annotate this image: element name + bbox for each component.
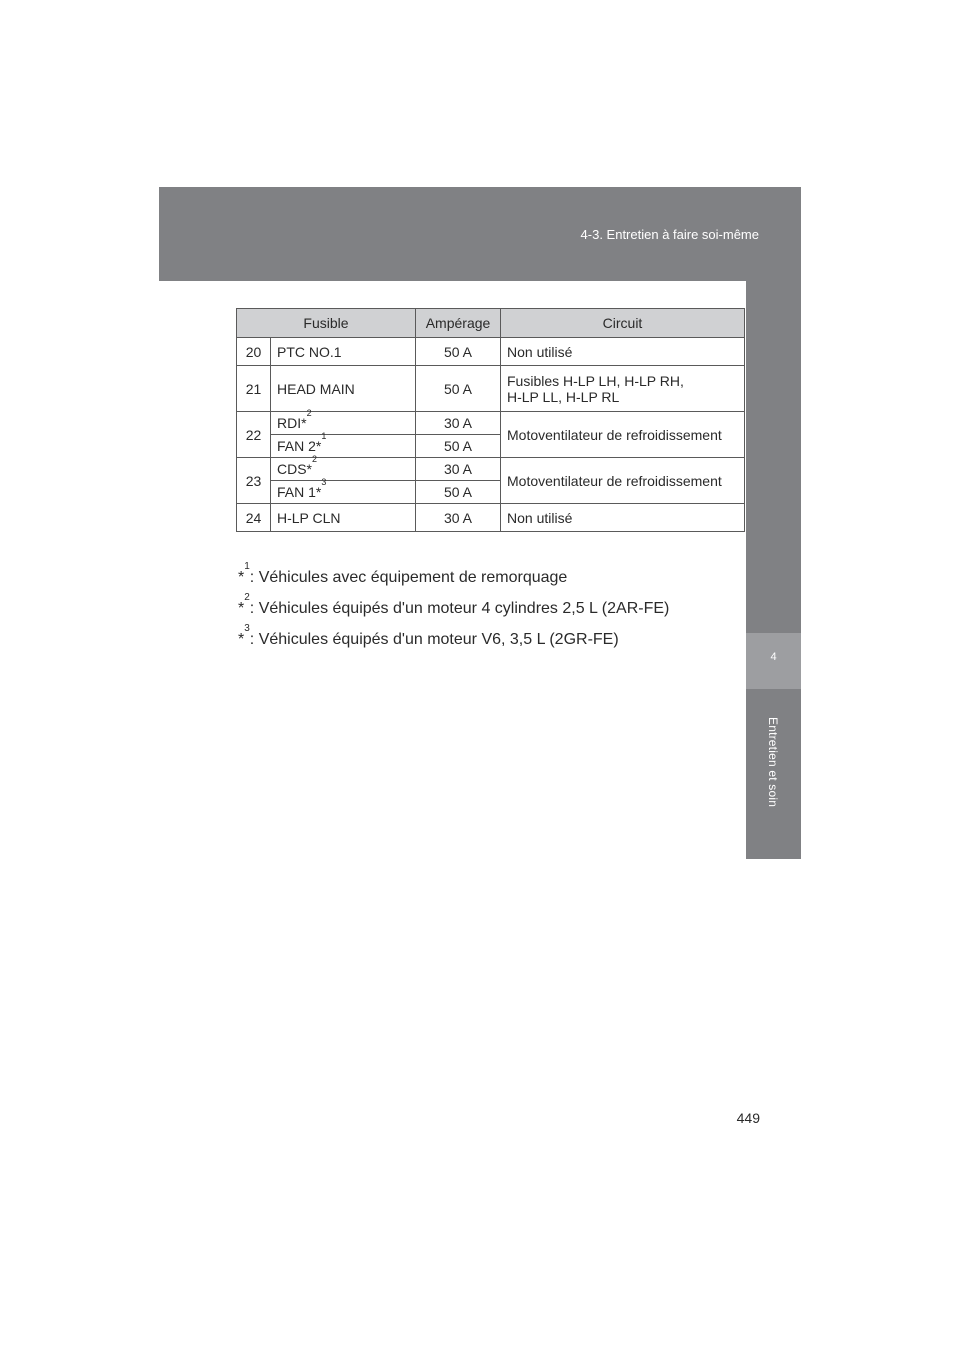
fuse-name: PTC NO.1 xyxy=(271,338,416,366)
header-circuit: Circuit xyxy=(501,309,745,338)
fuse-circuit: Motoventilateur de refroidissement xyxy=(501,412,745,458)
chapter-label: Entretien et soin xyxy=(766,717,780,808)
fuse-amperage: 50 A xyxy=(416,481,501,504)
fuse-label: RDI* xyxy=(277,415,307,431)
footnote-number: 1 xyxy=(244,561,250,572)
footnote-number: 2 xyxy=(244,592,250,603)
fuse-amperage: 50 A xyxy=(416,435,501,458)
fuse-number: 21 xyxy=(237,366,271,412)
footnote-text: : Véhicules équipés d'un moteur 4 cylindres 2,5 L (2AR-FE) xyxy=(249,600,670,617)
page-number: 449 xyxy=(736,1110,760,1126)
circuit-line: Fusibles H-LP LH, H-LP RH, xyxy=(507,372,684,389)
fuse-name: H-LP CLN xyxy=(271,504,416,532)
fuse-amperage: 50 A xyxy=(416,366,501,412)
footnote-mark: 1 xyxy=(321,431,327,441)
circuit-line: H-LP LL, H-LP RL xyxy=(507,388,620,405)
footnote xyxy=(238,561,669,588)
fuse-number: 24 xyxy=(237,504,271,532)
fuse-name xyxy=(271,477,416,504)
header-fuse: Fusible xyxy=(237,309,416,338)
fuse-circuit: Motoventilateur de refroidissement xyxy=(501,458,745,504)
footnote-text: : Véhicules équipés d'un moteur V6, 3,5 L (2GR-FE) xyxy=(249,631,619,648)
fuse-label: FAN 1* xyxy=(277,484,322,500)
table-row xyxy=(237,412,745,435)
footnote-mark: 2 xyxy=(312,454,318,464)
footnotes xyxy=(238,561,670,661)
fuse-label: FAN 2* xyxy=(277,438,322,454)
footnote xyxy=(238,623,669,650)
fuse-circuit xyxy=(501,366,745,412)
footnote-asterisk: * xyxy=(238,569,245,586)
fuse-name xyxy=(271,431,416,458)
table-row xyxy=(237,458,745,481)
page-header xyxy=(159,187,801,281)
fuse-name xyxy=(271,454,416,481)
table-header-row xyxy=(237,309,745,338)
fuse-circuit: Non utilisé xyxy=(501,338,745,366)
fuse-label: CDS* xyxy=(277,461,313,477)
fuse-name: HEAD MAIN xyxy=(271,366,416,412)
fuse-amperage: 30 A xyxy=(416,412,501,435)
fuse-name xyxy=(271,408,416,435)
footnote-asterisk: * xyxy=(238,631,245,648)
fuse-circuit: Non utilisé xyxy=(501,504,745,532)
footnote-mark: 3 xyxy=(321,477,327,487)
footnote-mark: 2 xyxy=(306,408,312,418)
table-row xyxy=(237,366,745,412)
chapter-number: 4 xyxy=(770,651,777,663)
footnote-number: 3 xyxy=(244,623,250,634)
footnote-text: : Véhicules avec équipement de remorquage xyxy=(249,569,568,586)
fuse-amperage: 30 A xyxy=(416,458,501,481)
chapter-side-tab xyxy=(746,281,801,859)
fuse-number: 20 xyxy=(237,338,271,366)
footnote-asterisk: * xyxy=(238,600,245,617)
fuse-amperage: 30 A xyxy=(416,504,501,532)
section-title: 4-3. Entretien à faire soi-même xyxy=(580,227,759,242)
fuse-table xyxy=(236,308,745,532)
fuse-amperage: 50 A xyxy=(416,338,501,366)
chapter-number-box xyxy=(746,633,801,689)
fuse-number: 23 xyxy=(237,458,271,504)
footnote xyxy=(238,592,670,619)
table-row xyxy=(237,504,745,532)
fuse-number: 22 xyxy=(237,412,271,458)
table-row xyxy=(237,338,745,366)
header-amperage: Ampérage xyxy=(416,309,501,338)
